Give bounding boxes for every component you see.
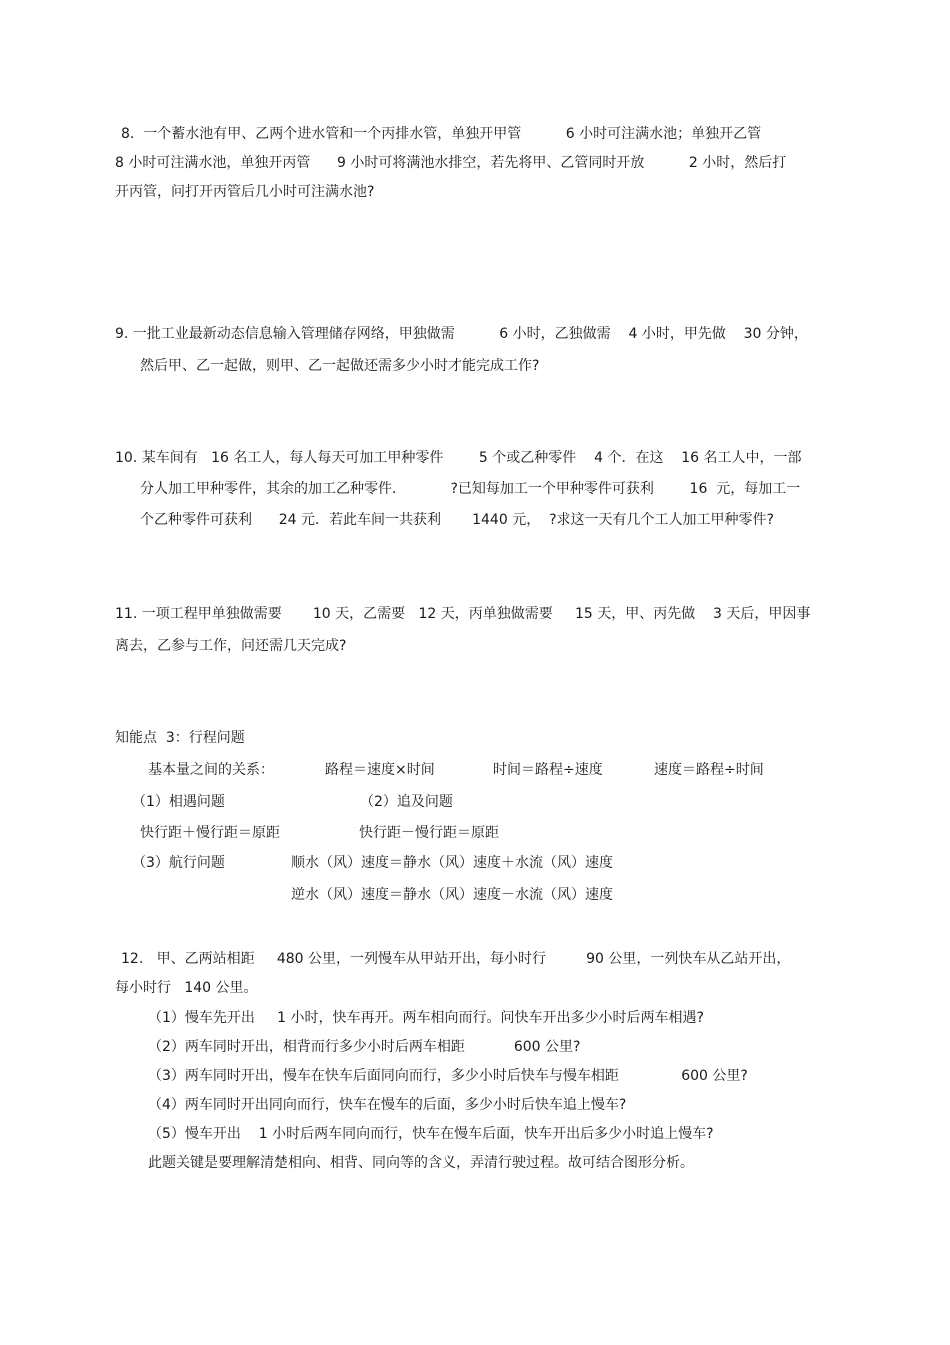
relation-distance: 路程＝速度×时间 [325,762,435,778]
problem-12-line-2: 每小时行 140 公里。 [115,980,258,996]
sail-formula-upstream: 逆水（风）速度＝静水（风）速度－水流（风）速度 [291,887,613,903]
problem-8-line-1: 8. 一个蓄水池有甲、乙两个进水管和一个丙排水管，单独开甲管 6 小时可注满水池；单独开乙管 [121,126,762,142]
sail-problem-title: （3）航行问题 [132,855,225,871]
problem-12-question-2: （2）两车同时开出，相背而行多少小时后两车相距 600 公里? [148,1039,581,1055]
relation-speed: 速度＝路程÷时间 [654,762,764,778]
problem-12-question-4: （4）两车同时开出同向而行，快车在慢车的后面，多少小时后快车追上慢车? [148,1097,627,1113]
problem-11-line-1: 11. 一项工程甲单独做需要 10 天，乙需要 12 天，丙单独做需要 15 天，甲、丙先做 3 天后，甲因事 [115,606,811,622]
meet-formula: 快行距＋慢行距＝原距 [140,825,280,841]
problem-9-line-2: 然后甲、乙一起做，则甲、乙一起做还需多少小时才能完成工作? [140,358,540,374]
sail-formula-downstream: 顺水（风）速度＝静水（风）速度＋水流（风）速度 [291,855,613,871]
problem-8-line-3: 开丙管，问打开丙管后几小时可注满水池? [115,184,375,200]
problem-12-question-1: （1）慢车先开出 1 小时，快车再开。两车相向而行。问快车开出多少小时后两车相遇? [148,1010,704,1026]
problem-10-line-1: 10. 某车间有 16 名工人，每人每天可加工甲种零件 5 个或乙种零件 4 个．在这 16 名工人中，一部 [115,450,802,466]
problem-9-line-1: 9. 一批工业最新动态信息输入管理储存网络，甲独做需 6 小时，乙独做需 4 小时，甲先做 30 分钟， [115,326,808,342]
problem-8-line-2: 8 小时可注满水池，单独开丙管 9 小时可将满池水排空，若先将甲、乙管同时开放 2 小时，然后打 [115,155,787,171]
chase-problem-title: （2）追及问题 [360,794,453,810]
problem-12-line-1: 12. 甲、乙两站相距 480 公里，一列慢车从甲站开出，每小时行 90 公里，一列快车从乙站开出， [121,951,791,967]
problem-12-question-5: （5）慢车开出 1 小时后两车同向而行，快车在慢车后面，快车开出后多少小时追上慢车? [148,1126,714,1142]
problem-11-line-2: 离去，乙参与工作，问还需几天完成? [115,638,347,654]
relations-label: 基本量之间的关系： [148,762,274,778]
meet-problem-title: （1）相遇问题 [132,794,225,810]
section-3-title: 知能点 3：行程问题 [115,730,245,746]
problem-10-line-2: 分人加工甲种零件，其余的加工乙种零件． ?已知每加工一个甲种零件可获利 16 元，每加工一 [140,481,801,497]
relation-time: 时间＝路程÷速度 [493,762,603,778]
problem-12-note: 此题关键是要理解清楚相向、相背、同向等的含义，弄清行驶过程。故可结合图形分析。 [148,1155,694,1171]
problem-10-line-3: 个乙种零件可获利 24 元．若此车间一共获利 1440 元， ?求这一天有几个工人加工甲种零件? [140,512,774,528]
problem-12-question-3: （3）两车同时开出，慢车在快车后面同向而行，多少小时后快车与慢车相距 600 公里? [148,1068,748,1084]
chase-formula: 快行距－慢行距＝原距 [359,825,499,841]
